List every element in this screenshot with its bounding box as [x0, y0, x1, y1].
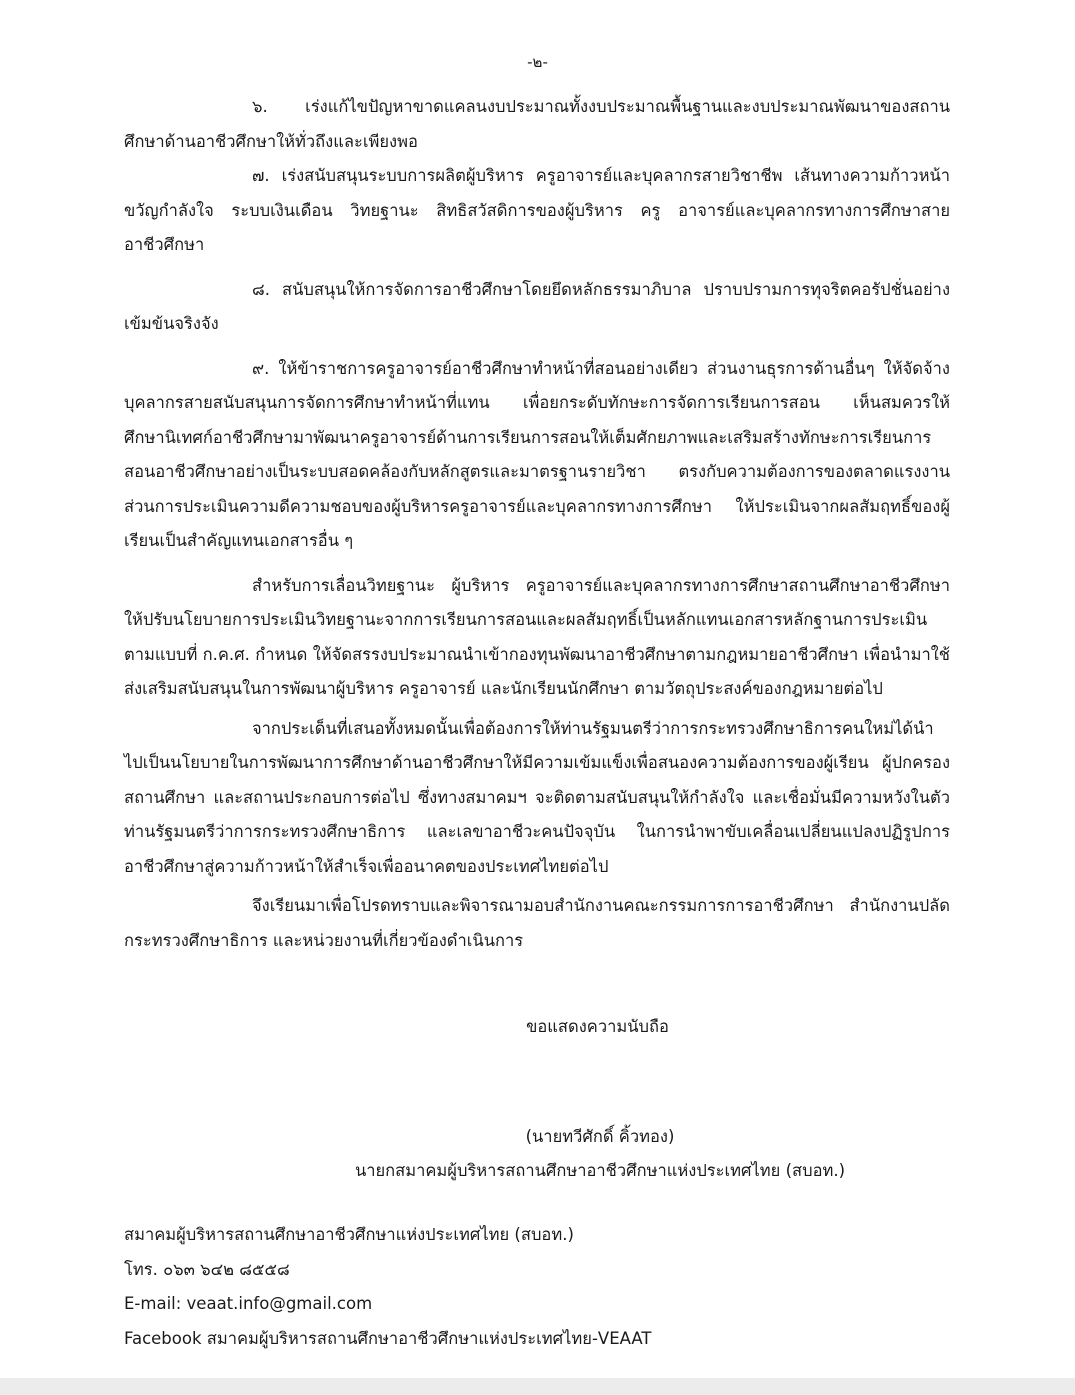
page-number: -๒-: [527, 53, 548, 71]
contact-facebook: Facebook สมาคมผู้บริหารสถานศึกษาอาชีวศึกษาแห่งประเทศไทย-VEAAT: [124, 1328, 652, 1348]
paragraph-item-6: ๖. เร่งแก้ไขปัญหาขาดแคลนงบประมาณทั้งงบประมาณพื้นฐานและงบประมาณพัฒนาของสถานศึกษาด้านอาชีวศึกษาให้ทั่วถึงและเพียงพอ: [124, 97, 950, 151]
signatory-name: (นายทวีศักดิ์ คิ้วทอง): [525, 1127, 675, 1146]
closing-salutation: ขอแสดงความนับถือ: [526, 1017, 669, 1036]
paragraph-item-8: ๘. สนับสนุนให้การจัดการอาชีวศึกษาโดยยึดหลักธรรมาภิบาล ปราบปรามการทุจริตคอรัปชั่นอย่างเข้มข้นจริงจัง: [124, 279, 950, 333]
paragraph-item-7: ๗. เร่งสนับสนุนระบบการผลิตผู้บริหาร ครูอาจารย์และบุคลากรสายวิชาชีพ เส้นทางความก้าวหน้า ขวัญกำลังใจ ระบบเงินเดือน วิทยฐานะ สิทธิสวัสดิการของผู้บริหาร ครู อาจารย์และบุคลากรทางการศึกษาสายอาชีวศึกษา: [124, 166, 950, 254]
viewer-bottom-strip: [0, 1378, 1075, 1395]
letter-body: [124, 90, 950, 958]
paragraph-academic-standing: สำหรับการเลื่อนวิทยฐานะ ผู้บริหาร ครูอาจารย์และบุคลากรทางการศึกษาสถานศึกษาอาชีวศึกษา ให้ปรับนโยบายการประเมินวิทยฐานะจากการเรียนการสอนและผลสัมฤทธิ์เป็นหลักแทนเอกสารหลักฐานการประเมินตามแบบที่ ก.ค.ศ. กำหนด ให้จัดสรรงบประมาณนำเข้ากองทุนพัฒนาอาชีวศึกษาตามกฎหมายอาชีวศึกษา เพื่อนำมาใช้ส่งเสริมสนับสนุนในการพัฒนาผู้บริหาร ครูอาจารย์ และนักเรียนนักศึกษา ตามวัตถุประสงค์ของกฎหมายต่อไป: [124, 575, 950, 698]
contact-phone: โทร. ๐๖๓ ๖๔๒ ๘๕๕๘: [124, 1259, 290, 1279]
paragraph-conclusion: จากประเด็นที่เสนอทั้งหมดนั้นเพื่อต้องการให้ท่านรัฐมนตรีว่าการกระทรวงศึกษาธิการคนใหม่ได้นำไปเป็นนโยบายในการพัฒนาการศึกษาด้านอาชีวศึกษาให้มีความเข้มแข็งเพื่อสนองความต้องการของผู้เรียน ผู้ปกครอง สถานศึกษา และสถานประกอบการต่อไป ซึ่งทางสมาคมฯ จะติดตามสนับสนุนให้กำลังใจ และเชื่อมั่นมีความหวังในตัวท่านรัฐมนตรีว่าการกระทรวงศึกษาธิการ และเลขาอาชีวะคนปัจจุบัน ในการนำพาขับเคลื่อนเปลี่ยนแปลงปฏิรูปการอาชีวศึกษาสู่ความก้าวหน้าให้สำเร็จเพื่ออนาคตของประเทศไทยต่อไป: [124, 718, 950, 876]
contact-organization: สมาคมผู้บริหารสถานศึกษาอาชีวศึกษาแห่งประเทศไทย (สบอท.): [124, 1225, 574, 1244]
paragraph-item-9: ๙. ให้ข้าราชการครูอาจารย์อาชีวศึกษาทำหน้าที่สอนอย่างเดียว ส่วนงานธุรการด้านอื่นๆ ให้จัดจ้างบุคลากรสายสนับสนุนการจัดการศึกษาทำหน้าที่แทน เพื่อยกระดับทักษะการจัดการเรียนการสอน เห็นสมควรให้ศึกษานิเทศก์อาชีวศึกษามาพัฒนาครูอาจารย์ด้านการเรียนการสอนให้เต็มศักยภาพและเสริมสร้างทักษะการเรียนการสอนอาชีวศึกษาอย่างเป็นระบบสอดคล้องกับหลักสูตรและมาตรฐานรายวิชา ตรงกับความต้องการของตลาดแรงงาน ส่วนการประเมินความดีความชอบของผู้บริหารครูอาจารย์และบุคลากรทางการศึกษา ให้ประเมินจากผลสัมฤทธิ์ของผู้เรียนเป็นสำคัญแทนเอกสารอื่น ๆ: [124, 358, 950, 550]
signatory-title: นายกสมาคมผู้บริหารสถานศึกษาอาชีวศึกษาแห่งประเทศไทย (สบอท.): [354, 1161, 846, 1180]
contact-block: [124, 1218, 651, 1356]
paragraph-request: จึงเรียนมาเพื่อโปรดทราบและพิจารณามอบสำนักงานคณะกรรมการการอาชีวศึกษา สำนักงานปลัดกระทรวงศึกษาธิการ และหน่วยงานที่เกี่ยวข้องดำเนินการ: [124, 896, 950, 950]
contact-email: E-mail: veaat.info@gmail.com: [124, 1294, 373, 1313]
